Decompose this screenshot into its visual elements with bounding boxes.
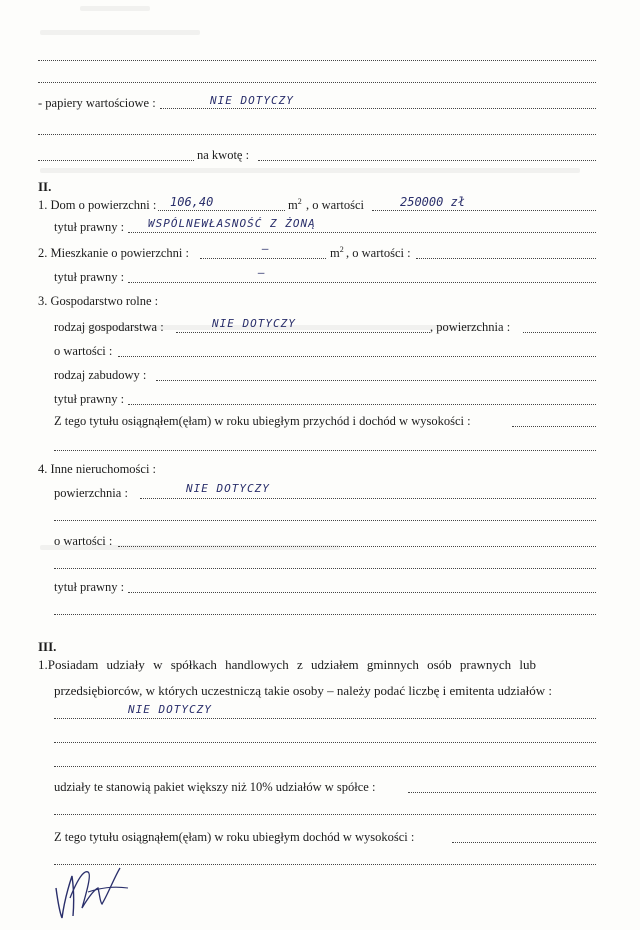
farm-title-label: tytuł prawny : (54, 392, 125, 406)
farm-value-field (118, 356, 596, 357)
shares-packet-field (408, 792, 596, 793)
amount-dotted-field (38, 160, 194, 161)
dotted-line (38, 60, 596, 61)
house-value: 250000 zł (400, 195, 466, 209)
farm-income-field (512, 426, 596, 427)
flat-area-value: – (262, 242, 270, 255)
section-2-heading: II. (38, 179, 52, 194)
dotted-line (38, 134, 596, 135)
shares-value: NIE DOTYCZY (128, 703, 212, 716)
dotted-line (54, 742, 596, 743)
other-title-label: tytuł prawny : (54, 580, 125, 594)
farm-value-label: o wartości : (54, 344, 113, 358)
house-value-label: , o wartości (306, 198, 364, 212)
shares-packet-label: udziały te stanowią pakiet większy niż 10% udziałów w spółce : (54, 780, 376, 794)
flat-title-value: – (258, 266, 266, 279)
farm-title-field (128, 404, 596, 405)
show-through-mark (40, 30, 200, 35)
flat-value-field (416, 258, 596, 259)
flat-label: 2. Mieszkanie o powierzchni : (38, 246, 189, 260)
square-superscript: 2 (339, 244, 344, 254)
shares-field (54, 718, 596, 719)
flat-title-field (128, 282, 596, 283)
house-title-label: tytuł prawny : (54, 220, 125, 234)
shares-description-line-1: 1.Posiadam udziały w spółkach handlowych z udziałem gminnych osób prawnych lub (38, 657, 537, 672)
farm-income-label: Z tego tytułu osiągnąłem(ęłam) w roku ubiegłym przychód i dochód w wysokości : (54, 414, 471, 428)
house-label: 1. Dom o powierzchni : (38, 198, 157, 212)
other-area-field (140, 498, 596, 499)
farm-label: 3. Gospodarstwo rolne : (38, 294, 159, 308)
house-title-value: WSPÓLNEWŁASNOŚĆ Z ŻONĄ (148, 217, 316, 230)
securities-value: NIE DOTYCZY (210, 94, 294, 107)
dotted-line (54, 520, 596, 521)
shares-description-line-2: przedsiębiorców, w których uczestniczą takie osoby – należy podać liczbę i emitenta udziałów : (54, 683, 553, 698)
flat-title-label: tytuł prawny : (54, 270, 125, 284)
flat-unit-text: m (330, 246, 340, 260)
house-title-field (128, 232, 596, 233)
dotted-line (54, 766, 596, 767)
farm-area-label: , powierzchnia : (430, 320, 511, 334)
house-area-value: 106,40 (170, 195, 214, 209)
farm-type-value: NIE DOTYCZY (212, 317, 296, 330)
dotted-line (38, 82, 596, 83)
other-area-label: powierzchnia : (54, 486, 128, 500)
house-unit (288, 198, 302, 212)
securities-label: - papiery wartościowe : (38, 96, 156, 110)
house-area-field (158, 210, 285, 211)
amount-dotted-field (258, 160, 596, 161)
other-value-field (118, 546, 596, 547)
dotted-line (54, 614, 596, 615)
flat-value-label: , o wartości : (346, 246, 411, 260)
show-through-mark (40, 168, 580, 173)
flat-unit (330, 246, 344, 260)
farm-type-label: rodzaj gospodarstwa : (54, 320, 164, 334)
farm-area-field (523, 332, 596, 333)
shares-income-field (452, 842, 596, 843)
dotted-line (54, 814, 596, 815)
farm-buildings-label: rodzaj zabudowy : (54, 368, 147, 382)
signature-initials (48, 858, 138, 922)
other-title-field (128, 592, 596, 593)
farm-type-field (176, 332, 430, 333)
amount-label: na kwotę : (197, 148, 250, 162)
other-property-label: 4. Inne nieruchomości : (38, 462, 157, 476)
shares-income-label: Z tego tytułu osiągnąłem(ęłam) w roku ubiegłym dochód w wysokości : (54, 830, 415, 844)
show-through-mark (80, 6, 150, 11)
flat-area-field (200, 258, 326, 259)
house-value-field (372, 210, 596, 211)
other-area-value: NIE DOTYCZY (186, 482, 270, 495)
dotted-line (54, 568, 596, 569)
square-superscript: 2 (297, 196, 302, 206)
section-3-heading: III. (38, 639, 57, 654)
dotted-line (54, 450, 596, 451)
house-unit-text: m (288, 198, 298, 212)
other-value-label: o wartości : (54, 534, 113, 548)
securities-dotted-field (160, 108, 596, 109)
farm-buildings-field (156, 380, 596, 381)
